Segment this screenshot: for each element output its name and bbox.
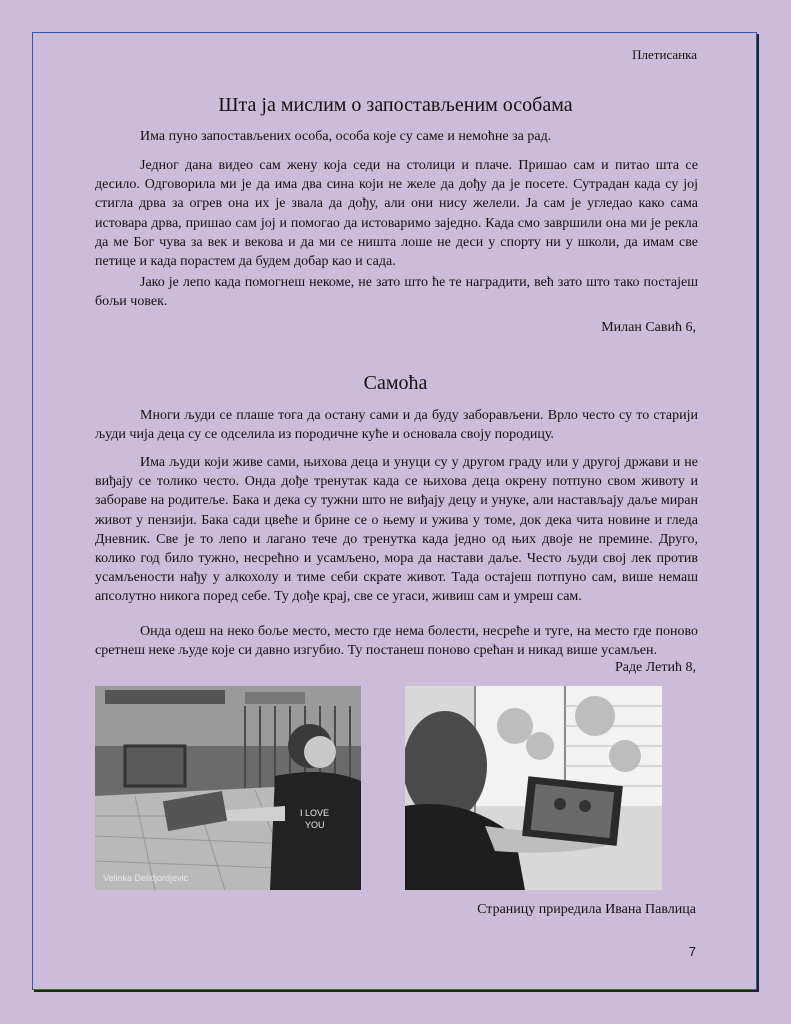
shirt-text-line-1: I LOVE bbox=[300, 808, 330, 818]
photo-woman-holding-picture bbox=[405, 686, 662, 890]
article-2-author: Раде Летић 8, bbox=[614, 660, 696, 675]
article-1-author: Милан Савић 6, bbox=[601, 320, 696, 335]
article-2-paragraph: Онда одеш на неко боље место, место где нема болести, несреће и туге, на место где поново сретнеш неке људе које си давно изгубио. Ту постанеш поново срећан и никад више усамљен. bbox=[95, 624, 698, 659]
running-header: Плетисанка bbox=[632, 47, 697, 62]
page-number: 7 bbox=[688, 944, 696, 959]
page-caption: Страницу приредила Ивана Павлица bbox=[477, 902, 696, 917]
article-2-paragraph: Многи људи се плаше тога да остану сами и да буду заборављени. Врло често су то старији људи чија деца су се одселила из породичне куће и основала своју породицу. bbox=[95, 408, 698, 443]
photo-2-image bbox=[405, 686, 662, 890]
article-2-title: Самоћа bbox=[363, 372, 428, 394]
photo-watermark: Velinka Delidjordjevic bbox=[103, 873, 189, 883]
article-2-paragraph: Има људи који живе сами, њихова деца и унуци су у другом граду или у другој држави и не виђају се толико често. Онда дође тренутак када се њихова деца окрену потпуно свом животу и забораве на родитеље. Бака и дека су тужни што не виђају децу и унуке, али настављају даље миран живот у пензији. Бака сади цвеће и брине се о њему и ужива у томе, док дека чита новине и гледа Дневник. Све је то лепо и лагано тече до тренутка када једно од њих двоје не премине. Друго, колико год било тужно, несрећно и усамљено, мора да настави даље. Често људи свој лек против усамљености нађу у алкохолу и тиме себи скрате живот. Тада остајеш потпуно сам, више немаш апсолутно никога поред себе. Ту дође крај, све се угаси, живиш сам и умреш сам. bbox=[95, 455, 698, 605]
article-1-paragraph: Једног дана видео сам жену која седи на столици и плаче. Пришао сам и питао шта се десило. Одговорила ми је да има два сина који не желе да дођу да је посете. Сутрадан када су јој стигла дрва за огрев она их је звала да дођу, али они нису желели. Ја сам је угледао како сама истовара дрва, пришао сам јој и помогао да истоваримо заједно. Када смо завршили она ми је рекла да ме Бог чува за век и векова и да ми се ништа лоше не деси у спорту ни у школи, да имам све петице и када порастем да будем добар као и сада. bbox=[95, 158, 698, 270]
article-1-title: Шта ја мислим о запостављеним особама bbox=[218, 94, 573, 116]
photo-1-image bbox=[95, 686, 361, 890]
article-1-paragraph: Има пуно запостављених особа, особа које су саме и немоћне за рад. bbox=[140, 129, 552, 144]
photo-woman-reading-at-table bbox=[95, 686, 361, 890]
shirt-text-line-2: YOU bbox=[305, 820, 325, 830]
article-1-paragraph: Јако је лепо када помогнеш некоме, не зато што ће те наградити, већ зато што тако постајеш бољи човек. bbox=[95, 275, 698, 310]
